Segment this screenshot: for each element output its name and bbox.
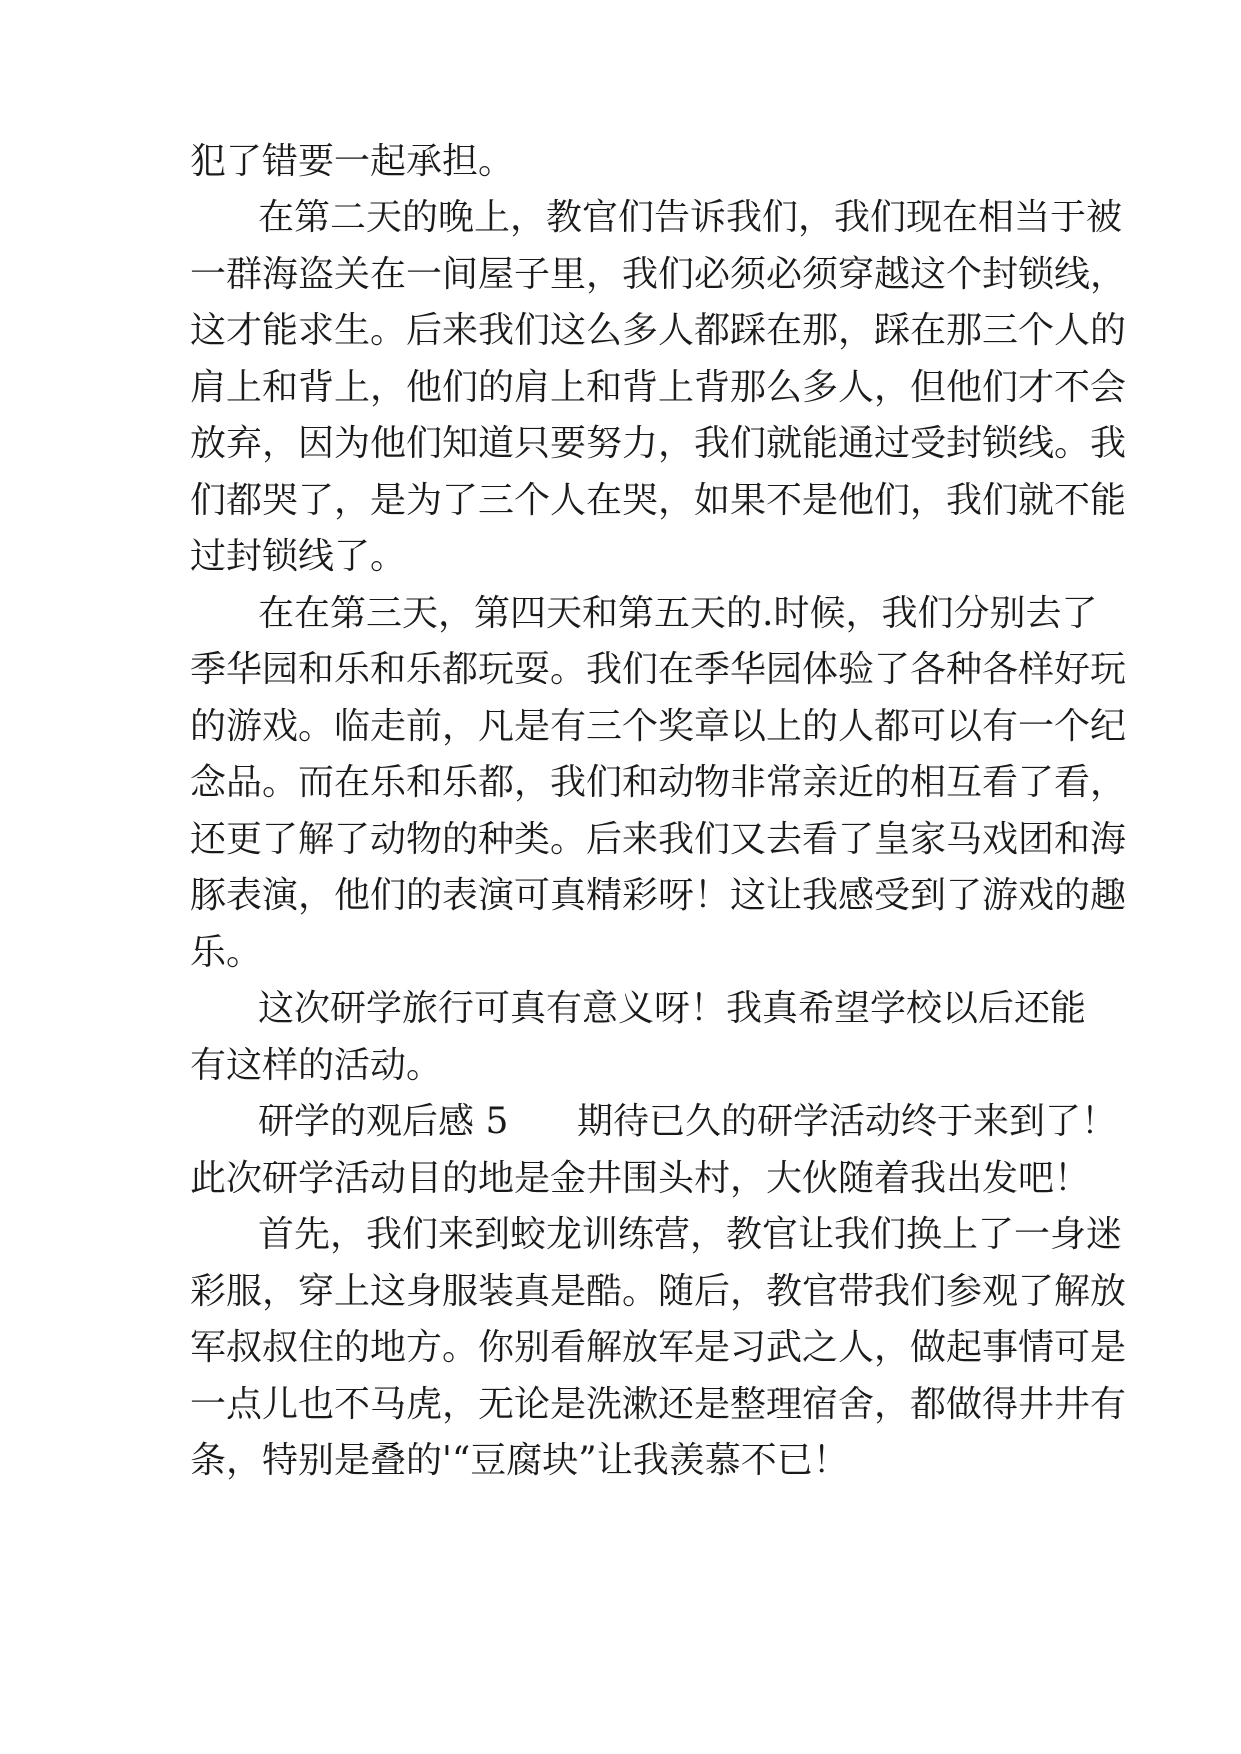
text-line: 们都哭了，是为了三个人在哭，如果不是他们，我们就不能: [190, 480, 1127, 521]
text-line: 季华园和乐和乐都玩耍。我们在季华园体验了各种各样好玩: [190, 649, 1127, 690]
text-line: 在在第三天，第四天和第五天的.时候，我们分别去了: [258, 593, 1098, 634]
text-line: 乐。: [190, 932, 263, 973]
text-line: 肩上和背上，他们的肩上和背上背那么多人，但他们才不会: [190, 367, 1127, 408]
text-line: 此次研学活动目的地是金井围头村，大伙随着我出发吧！: [190, 1158, 1091, 1199]
text-line: 念品。而在乐和乐都，我们和动物非常亲近的相互看了看，: [190, 762, 1127, 803]
text-line: 军叔叔住的地方。你别看解放军是习武之人，做起事情可是: [190, 1327, 1127, 1368]
text-line: 一点儿也不马虎，无论是洗漱还是整理宿舍，都做得井井有: [190, 1384, 1127, 1425]
text-line: 这次研学旅行可真有意义呀！我真希望学校以后还能: [258, 988, 1087, 1029]
text-line: 这才能求生。后来我们这么多人都踩在那，踩在那三个人的: [190, 310, 1127, 351]
text-line: 在第二天的晚上，教官们告诉我们，我们现在相当于被: [258, 197, 1123, 238]
text-line: 有这样的活动。: [190, 1045, 443, 1086]
text-line: 的游戏。临走前，凡是有三个奖章以上的人都可以有一个纪: [190, 706, 1127, 747]
text-line: 一群海盗关在一间屋子里，我们必须必须穿越这个封锁线，: [190, 254, 1127, 295]
text-line: 过封锁线了。: [190, 536, 407, 577]
text-line: 条，特别是叠的'“豆腐块”让我羡慕不已！: [190, 1440, 849, 1481]
text-line: 还更了解了动物的种类。后来我们又去看了皇家马戏团和海: [190, 819, 1127, 860]
text-line: 豚表演，他们的表演可真精彩呀！这让我感受到了游戏的趣: [190, 875, 1127, 916]
text-line: 犯了错要一起承担。: [190, 141, 515, 182]
text-line: 首先，我们来到蛟龙训练营，教官让我们换上了一身迷: [258, 1214, 1123, 1255]
text-line: 研学的观后感 5 期待已久的研学活动终于来到了！: [258, 1101, 1118, 1142]
text-line: 彩服，穿上这身服装真是酷。随后，教官带我们参观了解放: [190, 1271, 1127, 1312]
text-line: 放弃，因为他们知道只要努力，我们就能通过受封锁线。我: [190, 423, 1127, 464]
